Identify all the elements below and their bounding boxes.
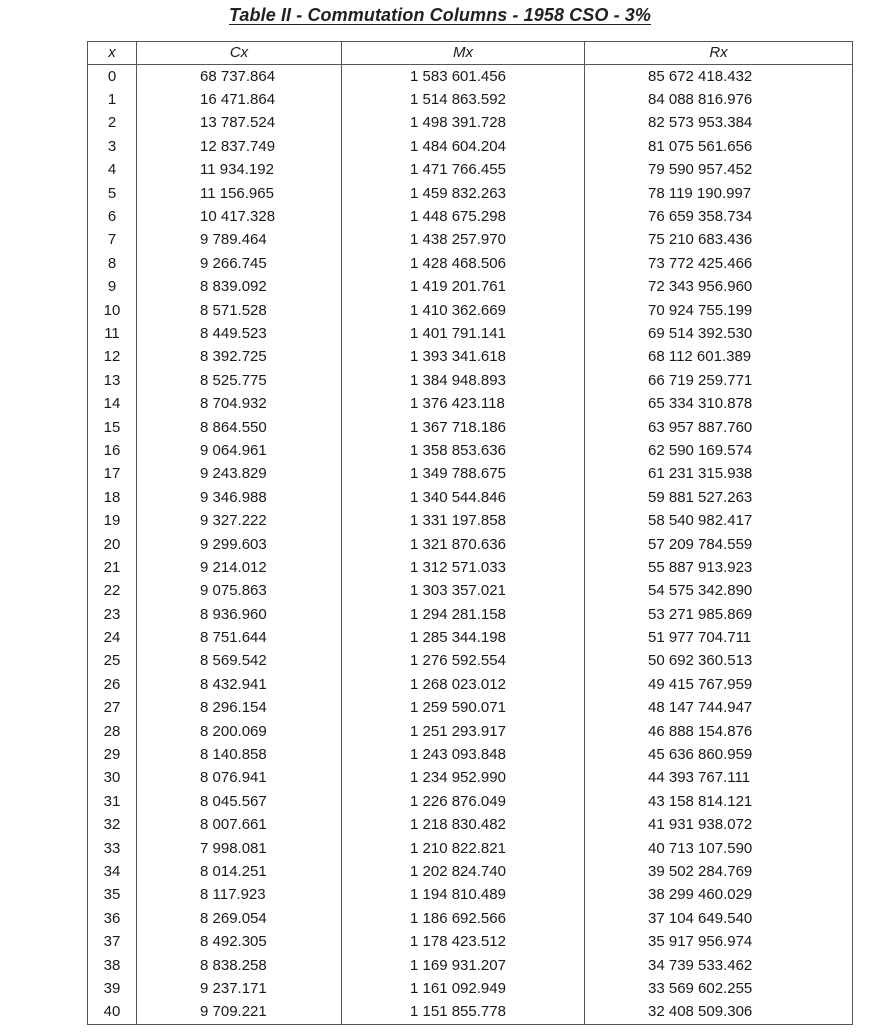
cell-x: 22 bbox=[88, 580, 137, 603]
cell-x: 40 bbox=[88, 1001, 137, 1025]
cell-rx: 78 119 190.997 bbox=[585, 182, 853, 205]
cell-x: 0 bbox=[88, 65, 137, 89]
table-header-row bbox=[88, 42, 853, 65]
cell-cx: 9 709.221 bbox=[137, 1001, 342, 1025]
table-row bbox=[88, 837, 853, 860]
table-row bbox=[88, 954, 853, 977]
cell-mx: 1 514 863.592 bbox=[342, 88, 585, 111]
cell-mx: 1 151 855.778 bbox=[342, 1001, 585, 1025]
table-row bbox=[88, 767, 853, 790]
cell-cx: 8 200.069 bbox=[137, 720, 342, 743]
cell-mx: 1 419 201.761 bbox=[342, 276, 585, 299]
cell-cx: 8 525.775 bbox=[137, 369, 342, 392]
cell-cx: 13 787.524 bbox=[137, 112, 342, 135]
cell-mx: 1 367 718.186 bbox=[342, 416, 585, 439]
cell-x: 18 bbox=[88, 486, 137, 509]
table-row bbox=[88, 509, 853, 532]
table-row bbox=[88, 112, 853, 135]
cell-mx: 1 376 423.118 bbox=[342, 392, 585, 415]
cell-x: 11 bbox=[88, 322, 137, 345]
cell-rx: 58 540 982.417 bbox=[585, 509, 853, 532]
cell-x: 20 bbox=[88, 533, 137, 556]
cell-mx: 1 428 468.506 bbox=[342, 252, 585, 275]
cell-rx: 57 209 784.559 bbox=[585, 533, 853, 556]
cell-cx: 8 045.567 bbox=[137, 790, 342, 813]
cell-rx: 41 931 938.072 bbox=[585, 814, 853, 837]
table-row bbox=[88, 416, 853, 439]
cell-x: 37 bbox=[88, 930, 137, 953]
cell-mx: 1 448 675.298 bbox=[342, 205, 585, 228]
cell-x: 31 bbox=[88, 790, 137, 813]
cell-mx: 1 358 853.636 bbox=[342, 439, 585, 462]
cell-mx: 1 194 810.489 bbox=[342, 884, 585, 907]
cell-mx: 1 349 788.675 bbox=[342, 463, 585, 486]
table-row bbox=[88, 392, 853, 415]
cell-rx: 75 210 683.436 bbox=[585, 229, 853, 252]
cell-x: 33 bbox=[88, 837, 137, 860]
cell-rx: 51 977 704.711 bbox=[585, 626, 853, 649]
cell-mx: 1 259 590.071 bbox=[342, 697, 585, 720]
cell-mx: 1 340 544.846 bbox=[342, 486, 585, 509]
cell-cx: 8 838.258 bbox=[137, 954, 342, 977]
cell-mx: 1 498 391.728 bbox=[342, 112, 585, 135]
cell-mx: 1 583 601.456 bbox=[342, 65, 585, 89]
cell-cx: 8 571.528 bbox=[137, 299, 342, 322]
cell-mx: 1 438 257.970 bbox=[342, 229, 585, 252]
cell-cx: 8 140.858 bbox=[137, 743, 342, 766]
cell-rx: 50 692 360.513 bbox=[585, 650, 853, 673]
cell-rx: 33 569 602.255 bbox=[585, 977, 853, 1000]
cell-cx: 8 296.154 bbox=[137, 697, 342, 720]
table-row bbox=[88, 673, 853, 696]
cell-cx: 8 839.092 bbox=[137, 276, 342, 299]
cell-x: 17 bbox=[88, 463, 137, 486]
cell-cx: 11 934.192 bbox=[137, 159, 342, 182]
table-row bbox=[88, 229, 853, 252]
cell-cx: 68 737.864 bbox=[137, 65, 342, 89]
table-row bbox=[88, 439, 853, 462]
table-row bbox=[88, 626, 853, 649]
cell-rx: 73 772 425.466 bbox=[585, 252, 853, 275]
cell-x: 19 bbox=[88, 509, 137, 532]
cell-mx: 1 218 830.482 bbox=[342, 814, 585, 837]
cell-x: 27 bbox=[88, 697, 137, 720]
cell-x: 16 bbox=[88, 439, 137, 462]
cell-rx: 54 575 342.890 bbox=[585, 580, 853, 603]
cell-x: 12 bbox=[88, 346, 137, 369]
table-row bbox=[88, 814, 853, 837]
cell-rx: 45 636 860.959 bbox=[585, 743, 853, 766]
cell-mx: 1 276 592.554 bbox=[342, 650, 585, 673]
cell-mx: 1 186 692.566 bbox=[342, 907, 585, 930]
table-row bbox=[88, 299, 853, 322]
cell-rx: 37 104 649.540 bbox=[585, 907, 853, 930]
table-row bbox=[88, 135, 853, 158]
cell-mx: 1 384 948.893 bbox=[342, 369, 585, 392]
cell-x: 1 bbox=[88, 88, 137, 111]
table-row bbox=[88, 182, 853, 205]
table-row bbox=[88, 697, 853, 720]
cell-cx: 8 432.941 bbox=[137, 673, 342, 696]
cell-rx: 63 957 887.760 bbox=[585, 416, 853, 439]
cell-cx: 8 014.251 bbox=[137, 860, 342, 883]
cell-mx: 1 321 870.636 bbox=[342, 533, 585, 556]
table-row bbox=[88, 650, 853, 673]
cell-cx: 8 751.644 bbox=[137, 626, 342, 649]
cell-cx: 10 417.328 bbox=[137, 205, 342, 228]
cell-x: 23 bbox=[88, 603, 137, 626]
cell-rx: 79 590 957.452 bbox=[585, 159, 853, 182]
table-row bbox=[88, 88, 853, 111]
cell-cx: 8 569.542 bbox=[137, 650, 342, 673]
cell-cx: 7 998.081 bbox=[137, 837, 342, 860]
cell-cx: 9 075.863 bbox=[137, 580, 342, 603]
cell-mx: 1 303 357.021 bbox=[342, 580, 585, 603]
cell-x: 4 bbox=[88, 159, 137, 182]
cell-x: 5 bbox=[88, 182, 137, 205]
table-row bbox=[88, 252, 853, 275]
cell-x: 3 bbox=[88, 135, 137, 158]
cell-x: 14 bbox=[88, 392, 137, 415]
table-body bbox=[88, 65, 853, 1025]
table-row bbox=[88, 580, 853, 603]
cell-x: 25 bbox=[88, 650, 137, 673]
cell-rx: 35 917 956.974 bbox=[585, 930, 853, 953]
cell-x: 36 bbox=[88, 907, 137, 930]
table-row bbox=[88, 860, 853, 883]
cell-cx: 12 837.749 bbox=[137, 135, 342, 158]
cell-x: 29 bbox=[88, 743, 137, 766]
cell-rx: 66 719 259.771 bbox=[585, 369, 853, 392]
cell-cx: 8 076.941 bbox=[137, 767, 342, 790]
table-row bbox=[88, 977, 853, 1000]
cell-rx: 48 147 744.947 bbox=[585, 697, 853, 720]
cell-cx: 9 237.171 bbox=[137, 977, 342, 1000]
table-row bbox=[88, 790, 853, 813]
table-row bbox=[88, 369, 853, 392]
cell-mx: 1 202 824.740 bbox=[342, 860, 585, 883]
cell-x: 38 bbox=[88, 954, 137, 977]
cell-rx: 62 590 169.574 bbox=[585, 439, 853, 462]
table-row bbox=[88, 1001, 853, 1025]
cell-rx: 53 271 985.869 bbox=[585, 603, 853, 626]
cell-x: 2 bbox=[88, 112, 137, 135]
cell-cx: 8 007.661 bbox=[137, 814, 342, 837]
cell-cx: 8 117.923 bbox=[137, 884, 342, 907]
cell-x: 7 bbox=[88, 229, 137, 252]
cell-rx: 82 573 953.384 bbox=[585, 112, 853, 135]
cell-x: 9 bbox=[88, 276, 137, 299]
cell-rx: 38 299 460.029 bbox=[585, 884, 853, 907]
cell-rx: 76 659 358.734 bbox=[585, 205, 853, 228]
table-row bbox=[88, 720, 853, 743]
cell-x: 8 bbox=[88, 252, 137, 275]
cell-x: 6 bbox=[88, 205, 137, 228]
cell-x: 21 bbox=[88, 556, 137, 579]
cell-x: 28 bbox=[88, 720, 137, 743]
cell-mx: 1 312 571.033 bbox=[342, 556, 585, 579]
cell-cx: 8 936.960 bbox=[137, 603, 342, 626]
cell-mx: 1 251 293.917 bbox=[342, 720, 585, 743]
table-row bbox=[88, 205, 853, 228]
cell-mx: 1 393 341.618 bbox=[342, 346, 585, 369]
cell-cx: 8 392.725 bbox=[137, 346, 342, 369]
cell-cx: 8 864.550 bbox=[137, 416, 342, 439]
table-row bbox=[88, 884, 853, 907]
cell-rx: 84 088 816.976 bbox=[585, 88, 853, 111]
cell-mx: 1 484 604.204 bbox=[342, 135, 585, 158]
table-row bbox=[88, 276, 853, 299]
cell-cx: 16 471.864 bbox=[137, 88, 342, 111]
cell-cx: 8 492.305 bbox=[137, 930, 342, 953]
cell-rx: 32 408 509.306 bbox=[585, 1001, 853, 1025]
column-header-x: x bbox=[88, 42, 137, 65]
cell-rx: 59 881 527.263 bbox=[585, 486, 853, 509]
cell-mx: 1 285 344.198 bbox=[342, 626, 585, 649]
column-header-cx: Cx bbox=[137, 42, 342, 65]
cell-rx: 39 502 284.769 bbox=[585, 860, 853, 883]
cell-rx: 49 415 767.959 bbox=[585, 673, 853, 696]
cell-x: 26 bbox=[88, 673, 137, 696]
cell-mx: 1 294 281.158 bbox=[342, 603, 585, 626]
cell-cx: 9 243.829 bbox=[137, 463, 342, 486]
cell-cx: 9 346.988 bbox=[137, 486, 342, 509]
cell-mx: 1 210 822.821 bbox=[342, 837, 585, 860]
cell-rx: 69 514 392.530 bbox=[585, 322, 853, 345]
table-row bbox=[88, 556, 853, 579]
cell-rx: 68 112 601.389 bbox=[585, 346, 853, 369]
cell-rx: 85 672 418.432 bbox=[585, 65, 853, 89]
cell-mx: 1 268 023.012 bbox=[342, 673, 585, 696]
cell-rx: 46 888 154.876 bbox=[585, 720, 853, 743]
cell-mx: 1 331 197.858 bbox=[342, 509, 585, 532]
cell-rx: 65 334 310.878 bbox=[585, 392, 853, 415]
cell-cx: 8 449.523 bbox=[137, 322, 342, 345]
cell-rx: 43 158 814.121 bbox=[585, 790, 853, 813]
cell-x: 35 bbox=[88, 884, 137, 907]
cell-x: 24 bbox=[88, 626, 137, 649]
cell-cx: 9 299.603 bbox=[137, 533, 342, 556]
cell-cx: 11 156.965 bbox=[137, 182, 342, 205]
cell-mx: 1 459 832.263 bbox=[342, 182, 585, 205]
table-row bbox=[88, 322, 853, 345]
table-row bbox=[88, 907, 853, 930]
cell-cx: 9 064.961 bbox=[137, 439, 342, 462]
cell-x: 15 bbox=[88, 416, 137, 439]
cell-rx: 44 393 767.111 bbox=[585, 767, 853, 790]
cell-rx: 81 075 561.656 bbox=[585, 135, 853, 158]
table-row bbox=[88, 159, 853, 182]
cell-x: 13 bbox=[88, 369, 137, 392]
cell-cx: 8 269.054 bbox=[137, 907, 342, 930]
cell-mx: 1 178 423.512 bbox=[342, 930, 585, 953]
cell-rx: 40 713 107.590 bbox=[585, 837, 853, 860]
cell-cx: 9 266.745 bbox=[137, 252, 342, 275]
cell-rx: 55 887 913.923 bbox=[585, 556, 853, 579]
cell-mx: 1 471 766.455 bbox=[342, 159, 585, 182]
cell-cx: 8 704.932 bbox=[137, 392, 342, 415]
cell-rx: 72 343 956.960 bbox=[585, 276, 853, 299]
table-row bbox=[88, 533, 853, 556]
column-header-mx: Mx bbox=[342, 42, 585, 65]
cell-x: 10 bbox=[88, 299, 137, 322]
cell-cx: 9 214.012 bbox=[137, 556, 342, 579]
cell-x: 32 bbox=[88, 814, 137, 837]
cell-rx: 61 231 315.938 bbox=[585, 463, 853, 486]
cell-rx: 70 924 755.199 bbox=[585, 299, 853, 322]
cell-x: 39 bbox=[88, 977, 137, 1000]
table-row bbox=[88, 743, 853, 766]
cell-rx: 34 739 533.462 bbox=[585, 954, 853, 977]
cell-mx: 1 410 362.669 bbox=[342, 299, 585, 322]
cell-cx: 9 327.222 bbox=[137, 509, 342, 532]
cell-mx: 1 243 093.848 bbox=[342, 743, 585, 766]
cell-mx: 1 234 952.990 bbox=[342, 767, 585, 790]
table-row bbox=[88, 486, 853, 509]
table-row bbox=[88, 603, 853, 626]
cell-mx: 1 226 876.049 bbox=[342, 790, 585, 813]
cell-cx: 9 789.464 bbox=[137, 229, 342, 252]
table-row bbox=[88, 65, 853, 89]
table-row bbox=[88, 463, 853, 486]
table-row bbox=[88, 346, 853, 369]
table-row bbox=[88, 930, 853, 953]
cell-mx: 1 401 791.141 bbox=[342, 322, 585, 345]
commutation-table bbox=[87, 41, 853, 1025]
page-title: Table II - Commutation Columns - 1958 CSO - 3% bbox=[229, 5, 651, 25]
column-header-rx: Rx bbox=[585, 42, 853, 65]
cell-x: 30 bbox=[88, 767, 137, 790]
cell-mx: 1 161 092.949 bbox=[342, 977, 585, 1000]
cell-mx: 1 169 931.207 bbox=[342, 954, 585, 977]
cell-x: 34 bbox=[88, 860, 137, 883]
